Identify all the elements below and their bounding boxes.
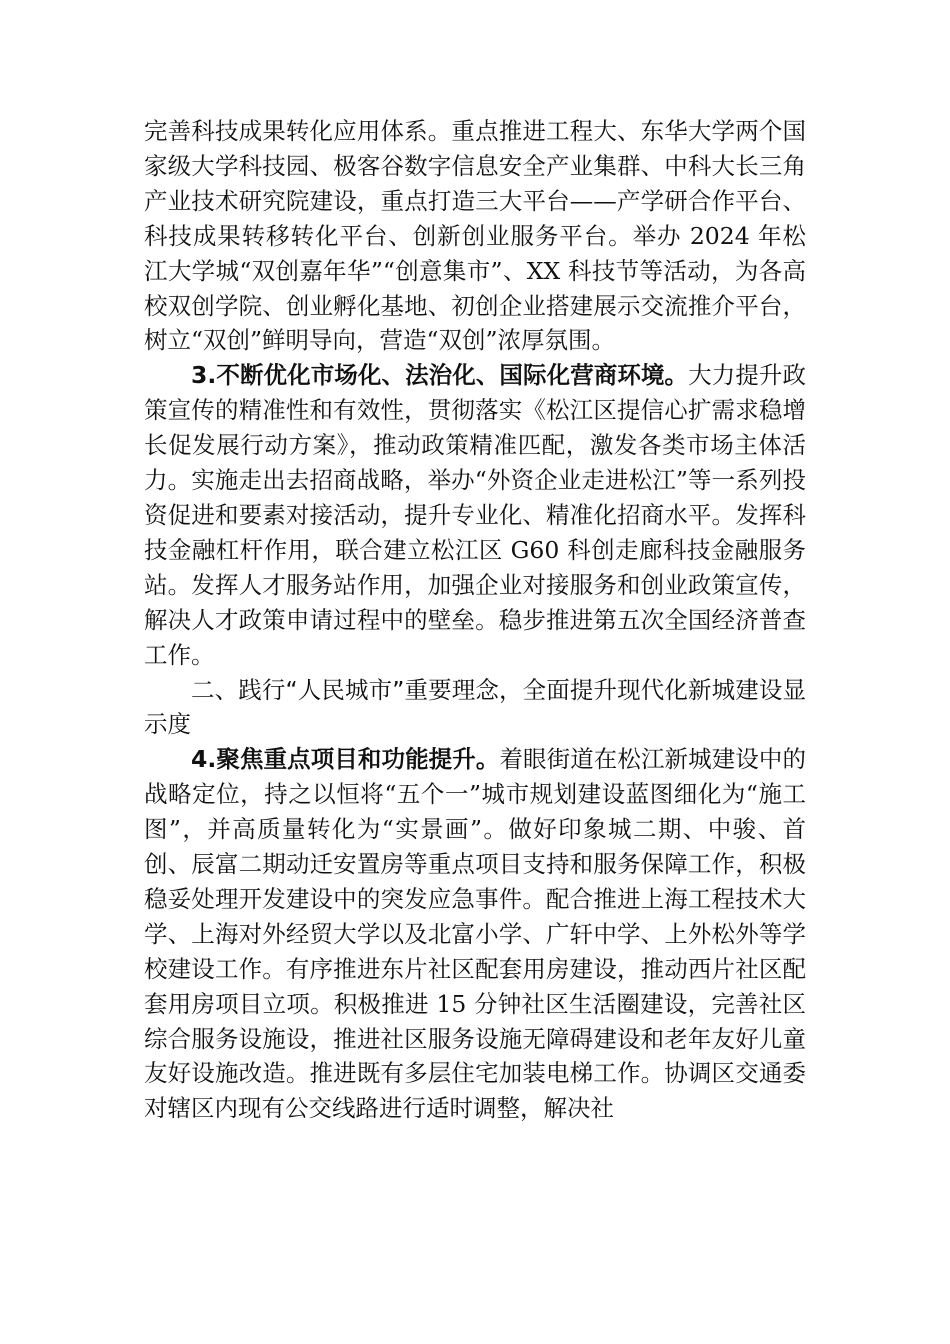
paragraph-science-transfer: [144, 114, 806, 358]
paragraph-lead: 3.不断优化市场化、法治化、国际化营商环境。: [191, 361, 689, 390]
paragraph-text: 大力提升政策宣传的精准性和有效性，贯彻落实《松江区提信心扩需求稳增长促发展行动方案》，推动政策精准匹配，激发各类市场主体活力。实施走出去招商战略，举办“外资企业走进松江”等一系列投资促进和要素对接活动，提升专业化、精准化招商水平。发挥科技金融杠杆作用，联合建立松江区 G60 科创走廊科技金融服务站。发挥人才服务站作用，加强企业对接服务和创业政策宣传，解决人才政策申请过程中的壁垒。稳步推进第五次全国经济普查工作。: [144, 361, 807, 669]
paragraph-business-environment: [144, 358, 806, 672]
section-heading-text: 二、践行“人民城市”重要理念，全面提升现代化新城建设显示度: [144, 675, 806, 739]
paragraph-lead: 4.聚焦重点项目和功能提升。: [191, 745, 500, 774]
paragraph-text: 完善科技成果转化应用体系。重点推进工程大、东华大学两个国家级大学科技园、极客谷数字信息安全产业集群、中科大长三角产业技术研究院建设，重点打造三大平台——产学研合作平台、科技成果转移转化平台、创新创业服务平台。举办 2024 年松江大学城“双创嘉年华”“创意集市”、XX 科技节等活动，为各高校双创学院、创业孵化基地、初创企业搭建展示交流推介平台，树立“双创”鲜明导向，营造“双创”浓厚氛围。: [144, 117, 806, 355]
paragraph-text: 着眼街道在松江新城建设中的战略定位，持之以恒将“五个一”城市规划建设蓝图细化为“施工图”，并高质量转化为“实景画”。做好印象城二期、中骏、首创、辰富二期动迁安置房等重点项目支持和服务保障工作，积极稳妥处理开发建设中的突发应急事件。配合推进上海工程技术大学、上海对外经贸大学以及北富小学、广轩中学、上外松外等学校建设工作。有序推进东片社区配套用房建设，推动西片社区配套用房项目立项。积极推进 15 分钟社区生活圈建设，完善社区综合服务设施设，推进社区服务设施无障碍建设和老年友好儿童友好设施改造。推进既有多层住宅加装电梯工作。协调区交通委对辖区内现有公交线路进行适时调整，解决社: [144, 745, 807, 1123]
paragraph-key-projects: [144, 742, 806, 1126]
section-heading: [144, 673, 806, 743]
document-page: [144, 114, 806, 1126]
